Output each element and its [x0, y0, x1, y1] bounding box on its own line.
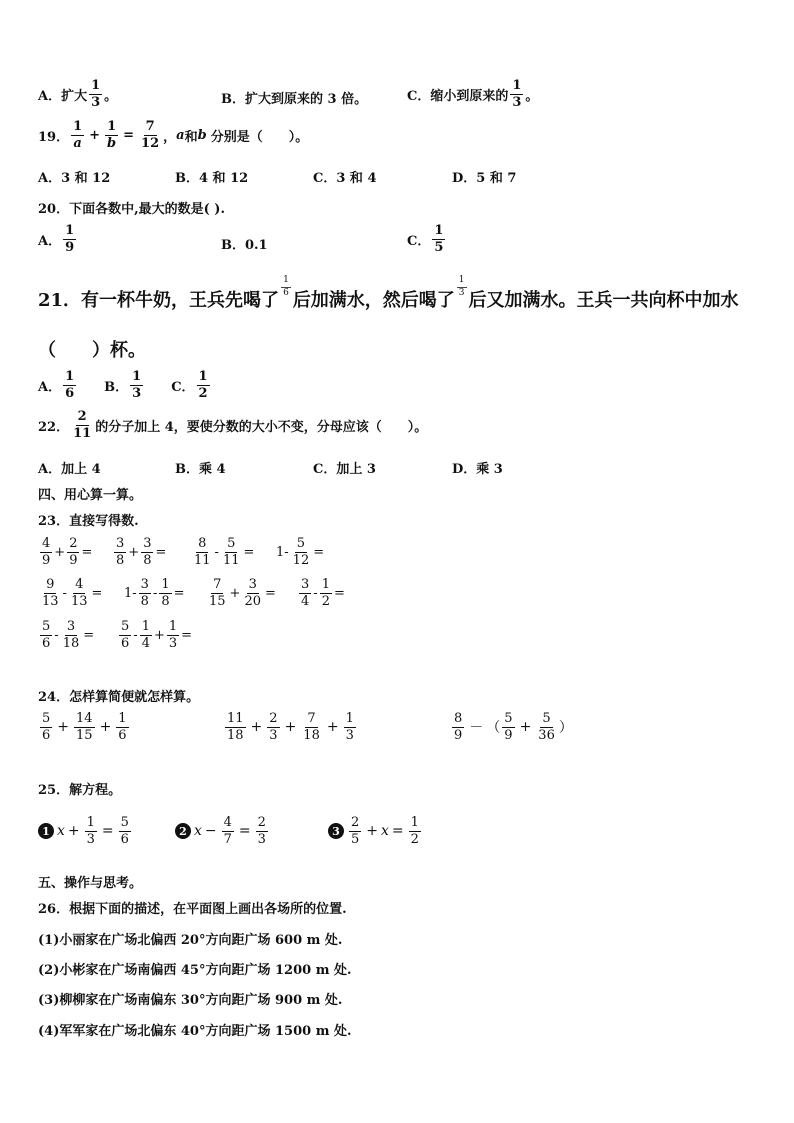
fraction: [457, 276, 467, 298]
fraction: [221, 537, 242, 567]
option-tail: 。: [104, 88, 118, 104]
numerator: 3: [116, 536, 125, 551]
numerator: 5: [504, 711, 513, 726]
question-24-title: 24．怎样算简便就怎样算。: [38, 690, 200, 705]
comma: ，: [163, 129, 177, 145]
numerator: 1: [345, 711, 354, 726]
fraction: [207, 578, 228, 608]
numerator: 1: [281, 276, 291, 287]
fraction: [63, 224, 76, 254]
numerator: 2: [257, 815, 266, 830]
numerator: 3: [301, 577, 310, 592]
q23-item: [38, 537, 92, 567]
question-number: 22．: [38, 419, 70, 435]
fraction: [320, 578, 332, 608]
numerator: 1: [457, 276, 467, 287]
question-21-line-1: [38, 275, 739, 312]
q18-option-b: B．扩大到原来的 3 倍。: [221, 92, 368, 107]
option-label-a: A．: [38, 379, 62, 395]
question-text: 后又加满水。王兵一共向杯中加水: [468, 290, 739, 311]
fraction: [130, 370, 143, 400]
numerator: 2: [69, 536, 78, 551]
operator: +: [128, 544, 140, 560]
question-22: [38, 410, 427, 440]
fraction: [192, 537, 213, 567]
q23-item: [205, 578, 276, 608]
fraction: [267, 712, 279, 742]
numerator: 9: [46, 577, 55, 592]
question-21-line-2: （ ）杯。: [38, 340, 146, 361]
denominator: 18: [227, 727, 244, 743]
numerator: 4: [42, 536, 51, 551]
variable-x: x: [57, 823, 65, 840]
equals-sign: =: [238, 823, 251, 840]
numerator: 1: [65, 369, 75, 384]
fraction: [71, 120, 84, 150]
denominator: 9: [454, 727, 463, 743]
minus-sign: −: [204, 823, 217, 840]
denominator: 3: [86, 831, 95, 847]
numerator: 1: [512, 78, 522, 93]
fraction: [301, 712, 322, 742]
q18-option-a: [38, 79, 117, 109]
fraction: [502, 712, 514, 742]
fraction: [114, 537, 126, 567]
fraction: [167, 620, 179, 650]
fraction: [74, 712, 95, 742]
equals-sign: =: [243, 544, 255, 560]
fraction: [105, 120, 118, 150]
numerator: 1: [65, 223, 75, 238]
option-label: A．扩大: [38, 88, 88, 104]
q26-item: (3)柳柳家在广场南偏东 30°方向距广场 900 m 处.: [38, 993, 343, 1008]
q23-item: [276, 537, 324, 567]
question-23-title: 23．直接写得数.: [38, 514, 139, 529]
q25-equation-2: [175, 816, 270, 846]
option-label: C．缩小到原来的: [407, 88, 509, 104]
denominator: 36: [538, 727, 555, 743]
numerator: 1: [168, 619, 178, 634]
question-text: 分别是（ ）。: [210, 129, 309, 145]
fraction: [225, 712, 246, 742]
equals-sign: =: [391, 823, 404, 840]
denominator: 5: [434, 239, 444, 255]
open-paren: （: [486, 720, 501, 737]
denominator: 2: [321, 593, 330, 609]
fraction: [222, 816, 234, 846]
denominator: 13: [42, 593, 59, 609]
denominator: 8: [161, 593, 170, 609]
numerator: 5: [120, 815, 129, 830]
numerator: 3: [140, 577, 149, 592]
q23-item: [117, 620, 192, 650]
fraction: [139, 578, 151, 608]
denominator: 6: [42, 635, 51, 651]
q26-item: (1)小丽家在广场北偏西 20°方向距广场 600 m 处.: [38, 933, 343, 948]
fraction: [139, 120, 161, 150]
q25-equation-3: [328, 816, 423, 846]
operator: -: [152, 585, 158, 601]
operator: -: [214, 544, 219, 560]
q25-equation-1: [38, 816, 133, 846]
numerator: 7: [307, 711, 316, 726]
denominator: 6: [118, 727, 127, 743]
q22-option-c: C．加上 3: [313, 462, 376, 477]
option-label-b: B．: [104, 379, 129, 395]
option-label-c: C．: [171, 379, 195, 395]
q23-item: [38, 578, 102, 608]
q22-option-a: A．加上 4: [38, 462, 101, 477]
equals-sign: =: [83, 627, 95, 643]
question-19: [38, 120, 308, 150]
denominator: 2: [410, 831, 419, 847]
option-tail: 。: [525, 88, 539, 104]
q24-expression-2: [223, 712, 358, 742]
denominator: 15: [209, 593, 226, 609]
question-text: 的分子加上 4，要使分数的大小不变，分母应该（ ）。: [95, 419, 428, 435]
q23-item: [112, 537, 166, 567]
variable-x: x: [381, 823, 389, 840]
numerator: 1: [86, 815, 95, 830]
denominator: 12: [292, 552, 310, 568]
equals-sign: =: [265, 585, 276, 601]
operator: -: [313, 585, 318, 601]
equals-sign: =: [173, 585, 185, 601]
fraction: [432, 224, 445, 254]
numerator: 5: [227, 536, 236, 551]
fraction: [344, 712, 356, 742]
plus-sign: +: [89, 127, 101, 143]
circled-number-1: 1: [38, 823, 54, 839]
plus-sign: +: [99, 719, 112, 736]
denominator: 9: [69, 552, 78, 568]
denominator: 6: [120, 831, 129, 847]
numerator: 1: [91, 78, 101, 93]
fraction: [510, 79, 523, 109]
denominator: 6: [121, 635, 130, 651]
numerator: 1: [434, 223, 444, 238]
numerator: 8: [454, 711, 463, 726]
question-number: 19．: [38, 129, 70, 145]
denominator: 20: [244, 593, 261, 609]
fraction: [71, 410, 93, 440]
fraction: [409, 816, 421, 846]
fraction: [197, 370, 210, 400]
denominator: 3: [345, 727, 354, 743]
section-4-heading: 四、用心算一算。: [38, 488, 143, 503]
numerator: 3: [143, 536, 152, 551]
fraction: [119, 620, 131, 650]
fraction: [299, 578, 311, 608]
operator: +: [54, 544, 66, 560]
plus-sign: +: [250, 719, 263, 736]
q20-option-b: B．0.1: [221, 238, 268, 253]
denominator: 3: [132, 385, 142, 401]
operator: -: [133, 627, 138, 643]
denominator: 8: [116, 552, 125, 568]
numerator: 1: [410, 815, 419, 830]
q24-expression-1: [38, 712, 131, 742]
numerator: 1: [198, 369, 208, 384]
operator: -: [54, 627, 59, 643]
numerator: 1: [118, 711, 127, 726]
fraction: [67, 537, 79, 567]
numerator: 5: [542, 711, 551, 726]
denominator: 3: [458, 287, 465, 298]
equals-sign: =: [101, 823, 114, 840]
denominator: 3: [168, 635, 178, 651]
numerator: 2: [77, 409, 87, 424]
fraction: [40, 620, 52, 650]
denominator: 13: [70, 593, 88, 609]
numerator: 1: [107, 119, 117, 134]
numerator: 7: [145, 119, 155, 134]
denominator: 3: [269, 727, 278, 743]
fraction: [119, 816, 131, 846]
denominator: 4: [301, 593, 310, 609]
minus-sign: －: [469, 720, 484, 737]
fraction: [61, 620, 82, 650]
denominator: 9: [42, 552, 51, 568]
plus-sign: +: [67, 823, 80, 840]
numerator: 5: [296, 536, 306, 551]
fraction: [40, 537, 52, 567]
denominator: 6: [65, 385, 75, 401]
q19-option-c: C．3 和 4: [313, 171, 377, 186]
fraction: [159, 578, 171, 608]
denominator: 18: [303, 727, 320, 743]
denominator: 11: [222, 552, 240, 568]
numerator: 1: [141, 619, 150, 634]
question-text: 21．有一杯牛奶，王兵先喝了: [38, 290, 280, 311]
fraction: [256, 816, 268, 846]
fraction: [242, 578, 263, 608]
fraction: [281, 276, 291, 298]
fraction: [116, 712, 128, 742]
numerator: 5: [42, 711, 51, 726]
circled-number-2: 2: [175, 823, 191, 839]
close-paren: ）: [558, 720, 573, 737]
numerator: 11: [227, 711, 244, 726]
plus-sign: +: [57, 719, 70, 736]
fraction: [40, 578, 61, 608]
variable-a: a: [176, 127, 185, 143]
equals-sign: =: [313, 544, 325, 560]
numerator: 8: [198, 536, 207, 551]
denominator: b: [107, 135, 117, 151]
option-label: A．: [38, 233, 62, 249]
q23-item: [190, 537, 254, 567]
q19-option-a: A．3 和 12: [38, 171, 111, 186]
q19-option-b: B．4 和 12: [175, 171, 249, 186]
fraction: [140, 620, 152, 650]
denominator: 11: [73, 425, 92, 441]
numerator: 3: [66, 619, 76, 634]
fraction: [291, 537, 312, 567]
fraction: [141, 537, 153, 567]
numerator: 4: [75, 577, 84, 592]
fraction: [69, 578, 90, 608]
q20-option-a: [38, 224, 78, 254]
denominator: 3: [91, 94, 101, 110]
q24-expression-3: [450, 712, 573, 742]
operator: -: [62, 585, 67, 601]
numerator: 1: [321, 577, 330, 592]
operator: +: [153, 627, 165, 643]
conjunction: 和: [184, 129, 198, 145]
denominator: a: [73, 135, 82, 151]
variable-b: b: [197, 127, 207, 143]
question-20: 20．下面各数中,最大的数是( ).: [38, 202, 225, 217]
denominator: 15: [76, 727, 93, 743]
q23-item: [124, 578, 185, 608]
numerator: 2: [269, 711, 278, 726]
denominator: 8: [140, 593, 149, 609]
fraction: [536, 712, 557, 742]
q19-option-d: D．5 和 7: [452, 171, 517, 186]
equals-sign: =: [181, 627, 193, 643]
equals-sign: =: [81, 544, 93, 560]
variable-x: x: [194, 823, 202, 840]
q22-option-d: D．乘 3: [452, 462, 503, 477]
denominator: 7: [223, 831, 232, 847]
fraction: [40, 712, 52, 742]
denominator: 6: [42, 727, 51, 743]
fraction: [349, 816, 361, 846]
numerator: 14: [76, 711, 93, 726]
question-text: 后加满水，然后喝了: [292, 290, 455, 311]
q26-item: (4)军军家在广场北偏东 40°方向距广场 1500 m 处.: [38, 1024, 352, 1039]
q18-option-c: [407, 79, 538, 109]
plus-sign: +: [366, 823, 379, 840]
numerator: 1: [161, 577, 170, 592]
denominator: 9: [65, 239, 75, 255]
numerator: 2: [351, 815, 360, 830]
denominator: 3: [512, 94, 522, 110]
q20-option-c: [407, 224, 447, 254]
q22-option-b: B．乘 4: [175, 462, 226, 477]
question-25-title: 25．解方程。: [38, 783, 122, 798]
fraction: [452, 712, 464, 742]
numerator: 7: [213, 577, 222, 592]
equals-sign: =: [333, 585, 345, 601]
q23-item: [297, 578, 345, 608]
denominator: 2: [198, 385, 208, 401]
equals-sign: =: [91, 585, 103, 601]
numerator: 4: [223, 815, 232, 830]
plus-sign: +: [326, 719, 339, 736]
denominator: 4: [141, 635, 150, 651]
denominator: 6: [283, 287, 289, 298]
question-26-title: 26．根据下面的描述，在平面图上画出各场所的位置.: [38, 902, 347, 917]
q23-item: [38, 620, 94, 650]
numerator: 1: [132, 369, 142, 384]
circled-number-3: 3: [328, 823, 344, 839]
operator: 1-: [276, 544, 289, 560]
fraction: [63, 370, 76, 400]
numerator: 5: [121, 619, 130, 634]
plus-sign: +: [519, 719, 532, 736]
denominator: 11: [194, 552, 211, 568]
numerator: 5: [42, 619, 51, 634]
section-5-heading: 五、操作与思考。: [38, 876, 143, 891]
numerator: 1: [73, 119, 83, 134]
fraction: [89, 79, 102, 109]
plus-sign: +: [284, 719, 297, 736]
fraction: [85, 816, 97, 846]
q26-item: (2)小彬家在广场南偏西 45°方向距广场 1200 m 处.: [38, 963, 352, 978]
equals-sign: =: [123, 127, 135, 143]
q21-options: [38, 370, 212, 400]
equals-sign: =: [155, 544, 167, 560]
denominator: 8: [143, 552, 152, 568]
denominator: 3: [257, 831, 266, 847]
operator: +: [229, 585, 241, 601]
option-label: C．: [407, 233, 431, 249]
numerator: 3: [248, 577, 257, 592]
denominator: 18: [62, 635, 80, 651]
denominator: 9: [504, 727, 513, 743]
denominator: 5: [351, 831, 360, 847]
operator: 1-: [124, 585, 137, 601]
denominator: 12: [141, 135, 160, 151]
